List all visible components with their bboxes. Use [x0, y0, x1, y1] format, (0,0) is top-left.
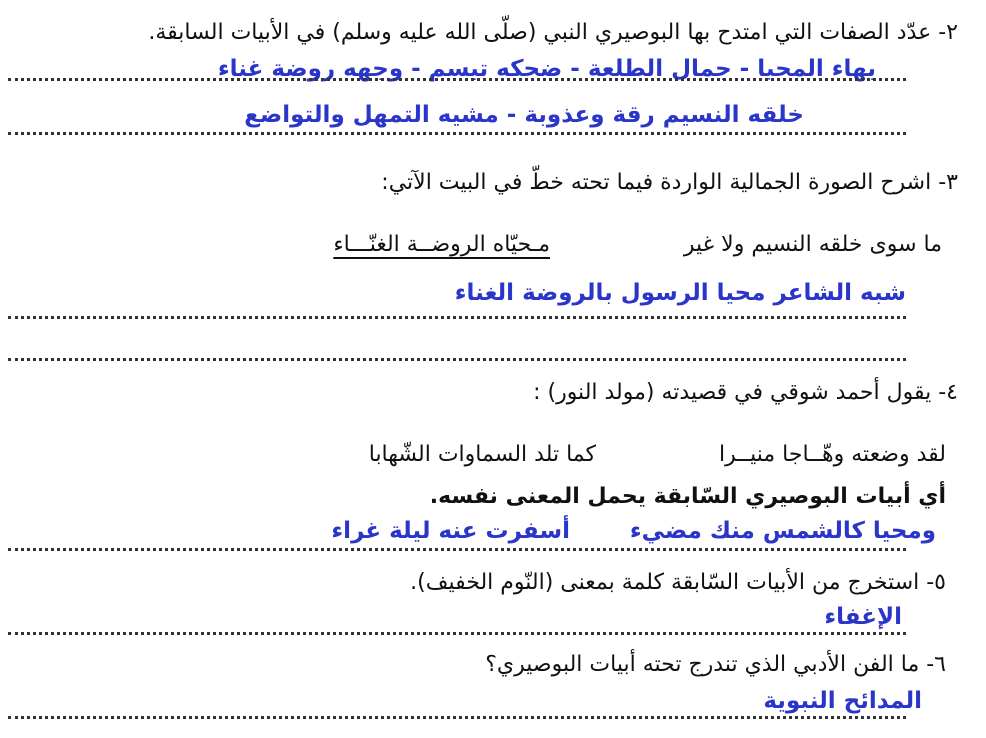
q6-dotted-line — [8, 716, 906, 719]
q4-verse-first-hemistich: لقد وضعته وهّــاجا منيــرا — [718, 442, 946, 467]
q6-answer: المدائح النبوية — [763, 688, 922, 714]
q4-verse-second-hemistich: كما تلد السماوات الشّهابا — [368, 442, 596, 467]
q2-answer-line2: خلقه النسيم رقة وعذوبة - مشيه التمهل والتواضع — [244, 102, 804, 128]
q2-dotted-line-2 — [8, 132, 906, 135]
q3-verse-second-hemistich-underlined: مـحيّاه الروضــة الغنّـــاء — [333, 232, 550, 257]
q3-dotted-line-1 — [8, 316, 906, 319]
q5-question: ٥- استخرج من الأبيات السّابقة كلمة بمعنى (النّوم الخفيف). — [410, 570, 946, 595]
q2-answer-line1: بهاء المحيا - جمال الطلعة - ضحكه تبسم - وجهه روضة غناء — [217, 56, 876, 82]
q4-answer-second-hemistich: أسفرت عنه ليلة غراء — [331, 518, 570, 544]
q4-answer-first-hemistich: ومحيا كالشمس منك مضيء — [629, 518, 936, 544]
q2-question: ٢- عدّد الصفات التي امتدح بها البوصيري النبي (صلّى الله عليه وسلم) في الأبيات السابقة. — [148, 20, 958, 45]
q3-verse-first-hemistich: ما سوى خلقه النسيم ولا غير — [683, 232, 942, 257]
q3-answer: شبه الشاعر محيا الرسول بالروضة الغناء — [454, 280, 906, 306]
q2-dotted-line-1 — [8, 78, 906, 81]
q3-question: ٣- اشرح الصورة الجمالية الواردة فيما تحته خطّ في البيت الآتي: — [381, 170, 958, 195]
q4-question: ٤- يقول أحمد شوقي في قصيدته (مولد النور) : — [533, 380, 958, 405]
q6-question: ٦- ما الفن الأدبي الذي تندرج تحته أبيات البوصيري؟ — [485, 652, 946, 677]
q5-answer: الإغفاء — [824, 604, 902, 630]
q3-dotted-line-2 — [8, 358, 906, 361]
q4-prompt: أي أبيات البوصيري السّابقة يحمل المعنى نفسه. — [429, 484, 946, 509]
q5-dotted-line — [8, 632, 906, 635]
q4-dotted-line — [8, 548, 906, 551]
